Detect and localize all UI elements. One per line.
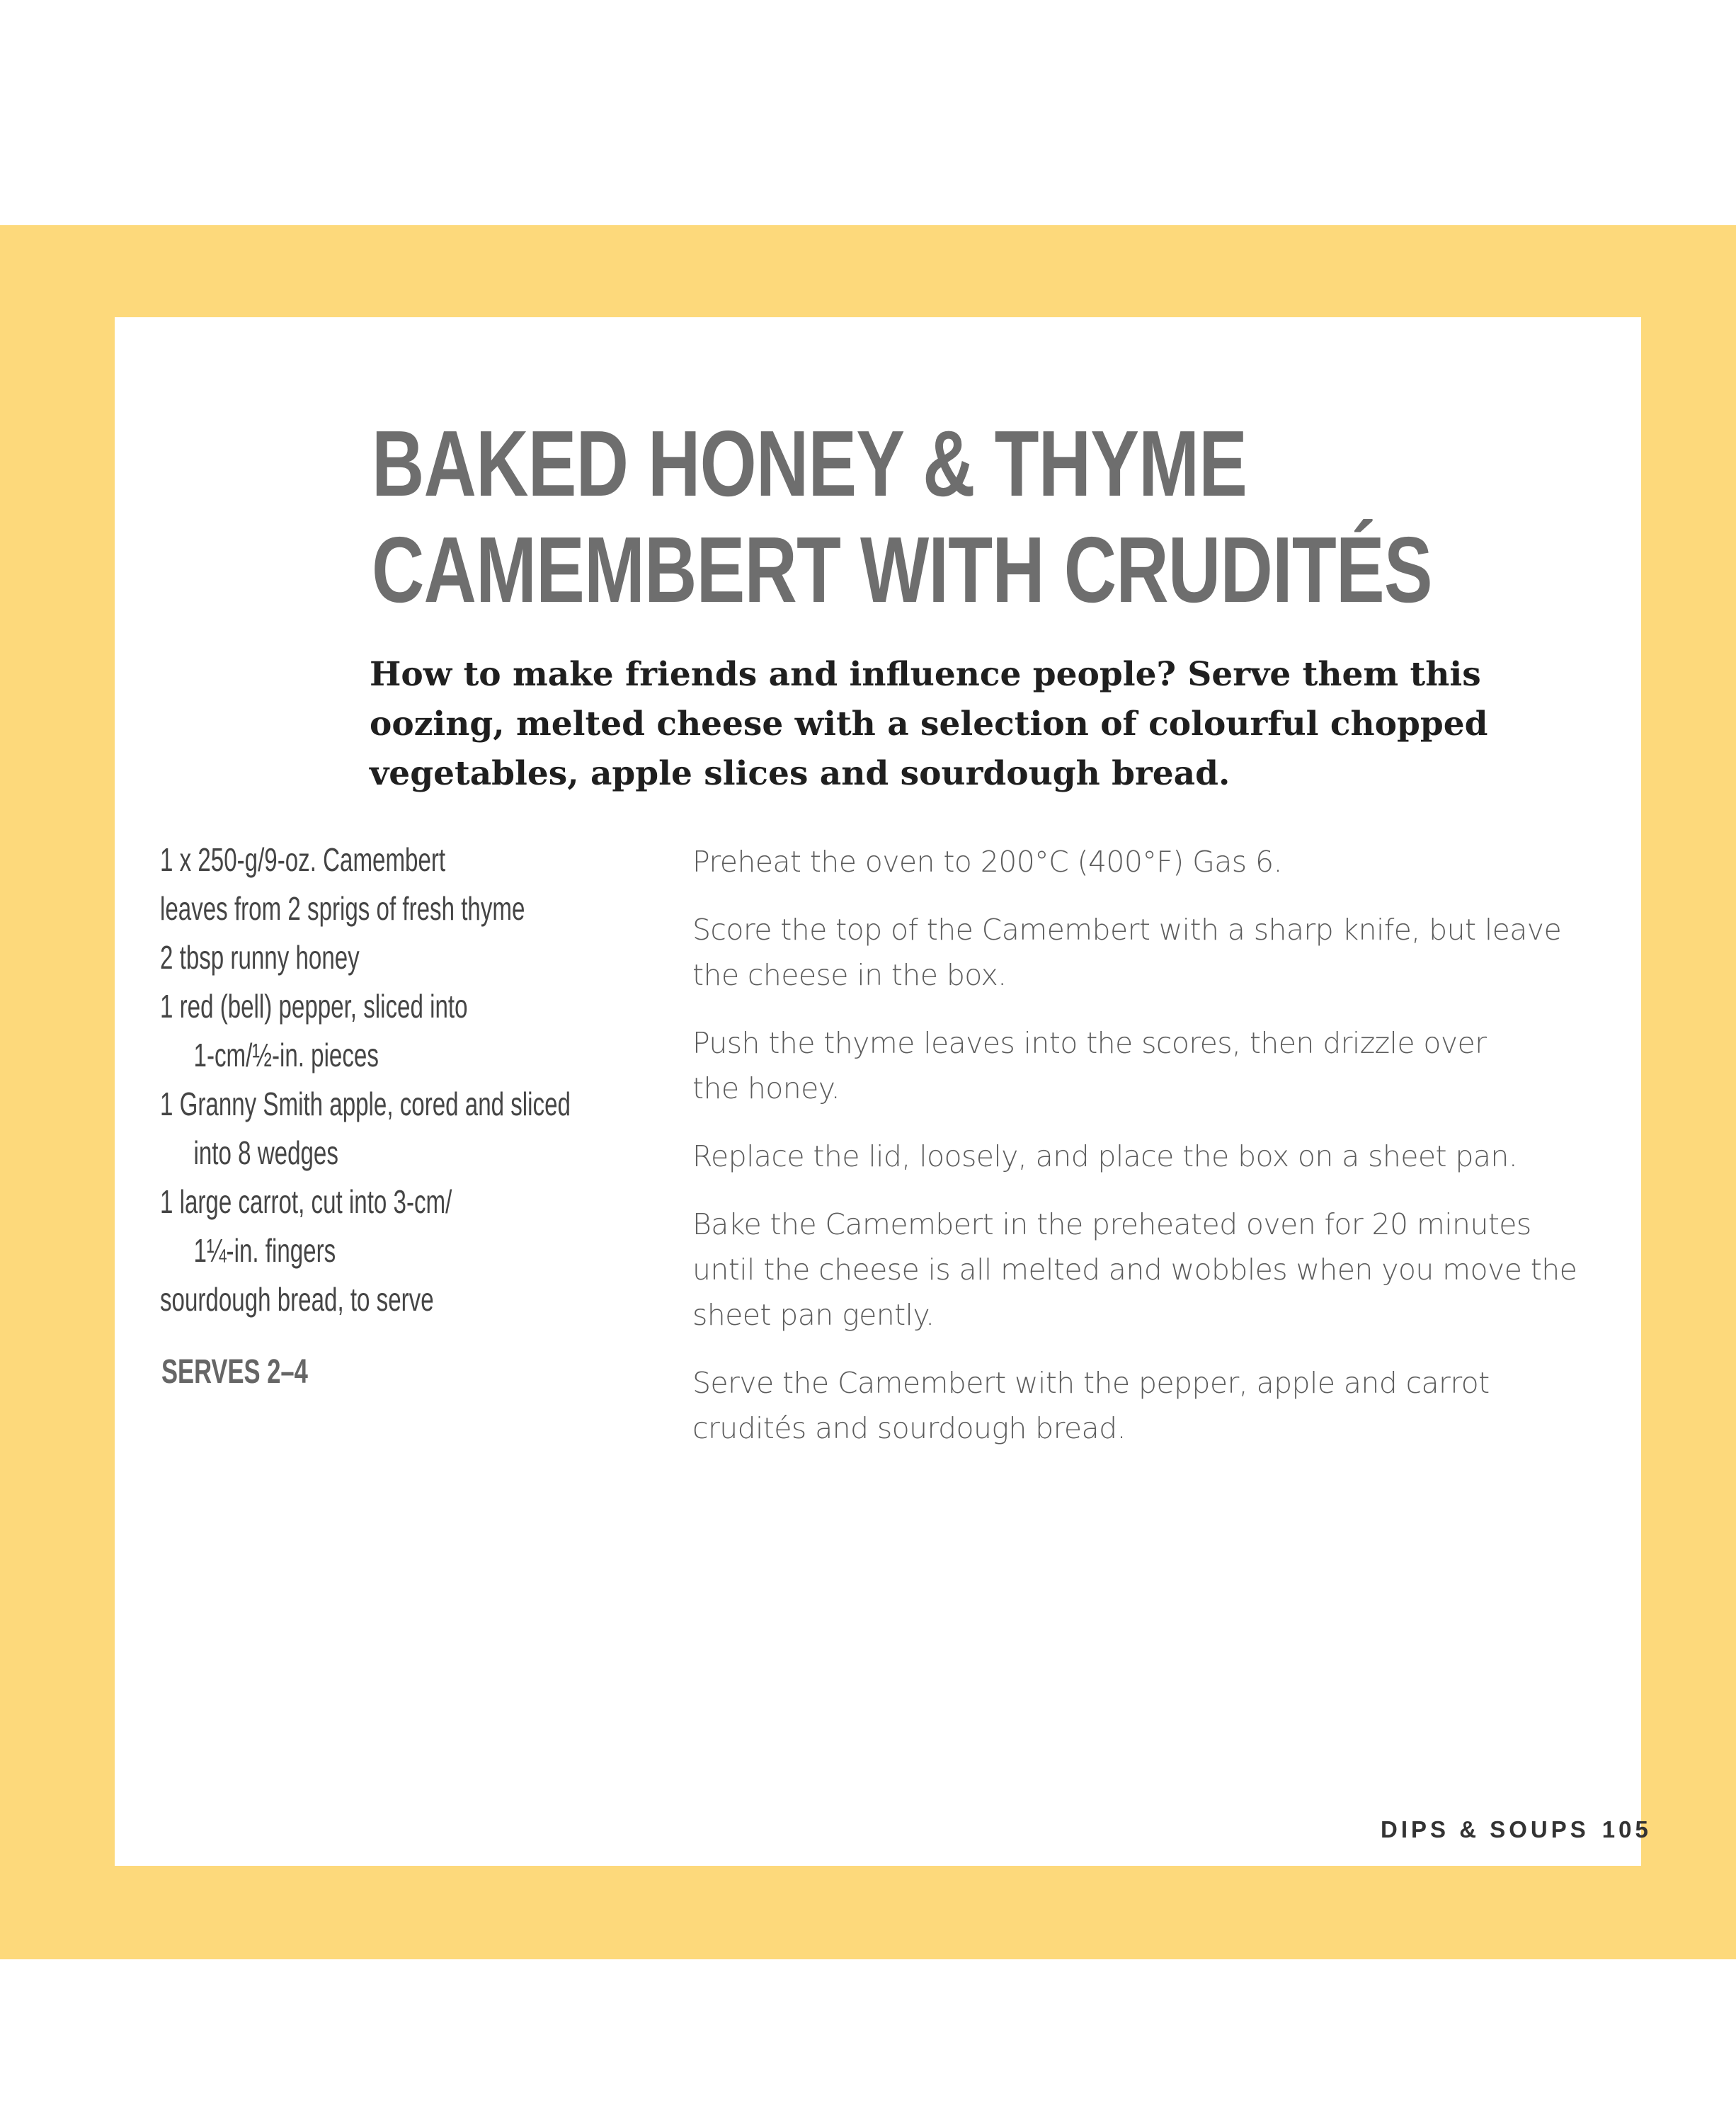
method-step — [692, 839, 1577, 884]
recipe-intro — [370, 650, 1488, 799]
ingredient-item — [160, 933, 571, 982]
method-line: crudités and sourdough bread. — [692, 1411, 1126, 1445]
title-line: BAKED HONEY & THYME — [372, 411, 1247, 515]
serves-label: SERVES 2–4 — [161, 1353, 308, 1391]
ingredient-line: 1 large carrot, cut into 3-cm/ — [160, 1183, 452, 1220]
method-line: sheet pan gently. — [692, 1298, 935, 1332]
ingredient-line: sourdough bread, to serve — [160, 1281, 434, 1318]
ingredient-line: leaves from 2 sprigs of fresh thyme — [160, 890, 525, 927]
recipe-title — [372, 411, 1432, 623]
intro-line: vegetables, apple slices and sourdough bread. — [370, 754, 1230, 793]
method-line: Replace the lid, loosely, and place the box on a sheet pan. — [692, 1139, 1518, 1173]
ingredient-line: 1 x 250-g/9-oz. Camembert — [160, 841, 446, 878]
method-line: Push the thyme leaves into the scores, then drizzle over — [692, 1026, 1487, 1060]
ingredient-item — [160, 982, 571, 1080]
ingredient-item — [160, 1275, 571, 1324]
section-name: DIPS & SOUPS — [1381, 1816, 1589, 1842]
method-step — [692, 1134, 1577, 1179]
method-line: until the cheese is all melted and wobbles when you move the — [692, 1253, 1577, 1287]
method-line: the cheese in the box. — [692, 958, 1007, 992]
ingredient-line: 1 red (bell) pepper, sliced into — [160, 988, 468, 1025]
ingredient-line-continued: into 8 wedges — [193, 1134, 338, 1171]
method-step — [692, 1360, 1577, 1451]
page-footer — [1381, 1816, 1652, 1843]
ingredient-line-continued: 1¼-in. fingers — [193, 1232, 336, 1269]
intro-line: How to make friends and influence people? Serve them this — [370, 655, 1481, 694]
ingredient-item — [160, 1080, 571, 1178]
page-number: 105 — [1601, 1816, 1652, 1842]
ingredient-line: 1 Granny Smith apple, cored and sliced — [160, 1086, 571, 1122]
ingredient-line: 2 tbsp runny honey — [160, 939, 360, 976]
method-line: Bake the Camembert in the preheated oven for 20 minutes — [692, 1207, 1531, 1241]
method-step — [692, 907, 1577, 998]
ingredients-list — [160, 836, 571, 1324]
method-line: the honey. — [692, 1071, 840, 1105]
method-line: Score the top of the Camembert with a sharp knife, but leave — [692, 913, 1562, 947]
method-steps — [692, 839, 1577, 1474]
method-line: Preheat the oven to 200°C (400°F) Gas 6. — [692, 845, 1282, 879]
intro-line: oozing, melted cheese with a selection of colourful chopped — [370, 705, 1488, 744]
title-line: CAMEMBERT WITH CRUDITÉS — [372, 518, 1432, 622]
ingredient-item — [160, 1178, 571, 1275]
ingredient-item — [160, 884, 571, 933]
ingredient-line-continued: 1-cm/½-in. pieces — [193, 1037, 379, 1073]
ingredient-item — [160, 836, 571, 884]
method-line: Serve the Camembert with the pepper, apple and carrot — [692, 1366, 1490, 1400]
method-step — [692, 1020, 1577, 1111]
method-step — [692, 1202, 1577, 1338]
